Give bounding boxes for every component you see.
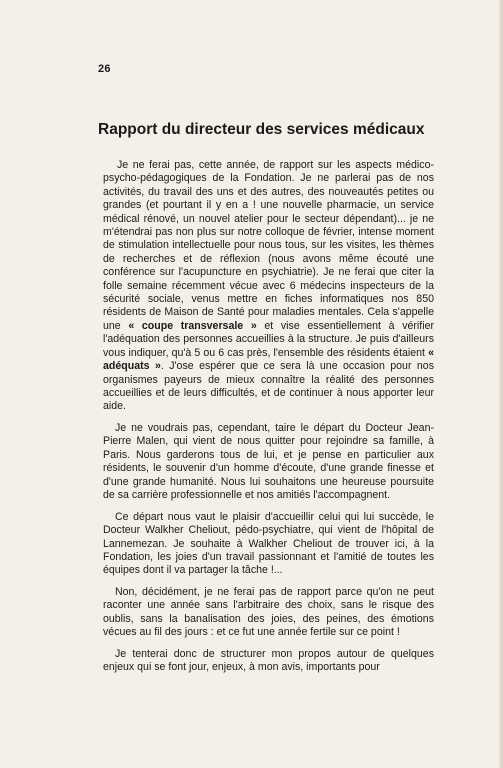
paragraph-5: Je tenterai donc de structurer mon propos autour de quelques enjeux qui se font jour, enjeux, à mon avis, importants pour (103, 648, 434, 674)
paragraph-1 (103, 159, 434, 414)
page-title: Rapport du directeur des services médicaux (98, 121, 425, 138)
body-text (103, 159, 434, 683)
paragraph-1-text-b: et vise essentiellement à vérifier l'adéquation des personnes accueillies à la structure. Je puis d'ailleurs vous indiquer, qu'à 5 ou 6 cas près, l'ensemble des résidents étaient (103, 319, 434, 359)
term-adequats: « adéquats » (103, 346, 434, 373)
paragraph-2: Je ne voudrais pas, cependant, taire le départ du Docteur Jean-Pierre Malen, qui vient de nous quitter pour rejoindre sa famille, à Paris. Nous garderons tous de lui, et je pense en particulier aux résidents, le souvenir d'un homme d'écoute, d'une grande finesse et d'une grande humanité. Nous lui souhaitons une heureuse poursuite de sa carrière professionnelle et nos amitiés l'accompagnent. (103, 422, 434, 502)
page-edge (499, 0, 503, 768)
paragraph-1-text-c: . J'ose espérer que ce sera là une occasion pour nos organismes payeurs de mieux connaître la réalité des personnes accueillies et de leurs difficultés, et de continuer à nous apporter leur aide. (103, 360, 434, 413)
paragraph-4: Non, décidément, je ne ferai pas de rapport parce qu'on ne peut raconter une année sans l'arbitraire des choix, sans le risque des oublis, sans la banalisation des joies, des peines, des émotions vécues au fil des jours : et ce fut une année fertile sur ce point ! (103, 586, 434, 639)
paragraph-3: Ce départ nous vaut le plaisir d'accueillir celui qui lui succède, le Docteur Walkher Cheliout, pédo-psychiatre, qui vient de l'hôpital de Lannemezan. Je souhaite à Walkher Cheliout de trouver ici, à la Fondation, les joies d'un travail passionnant et l'amitié de toutes les équipes dont il va partager la tâche !... (103, 510, 434, 577)
paragraph-1-text-a: Je ne ferai pas, cette année, de rapport sur les aspects médico-psycho-pédagogiques de la Fondation. Je ne parlerai pas de nos activités, du travail des uns et des autres, des nouveautés petites ou grandes (et pourtant il y en a ! une nouvelle pharmacie, un service médical rénové, un nouvel atelier pour le secteur dépendant)... je ne m'étendrai pas non plus sur notre colloque de février, intense moment de stimulation intellectuelle pour nous tous, sur les visites, les thèmes de recherches et de réflexion (nous avons même écouté une conférence sur l'acupuncture en psychiatrie). Je ne ferai que citer la folle semaine récemment vécue avec 6 médecins inspecteurs de la sécurité sociale, venus mettre en fiches informatiques nos 850 résidents de Maison de Santé pour maladies mentales. Cela s'appelle une (103, 159, 434, 332)
term-coupe-transversale: « coupe transversale » (128, 319, 257, 332)
page-number: 26 (98, 63, 111, 75)
